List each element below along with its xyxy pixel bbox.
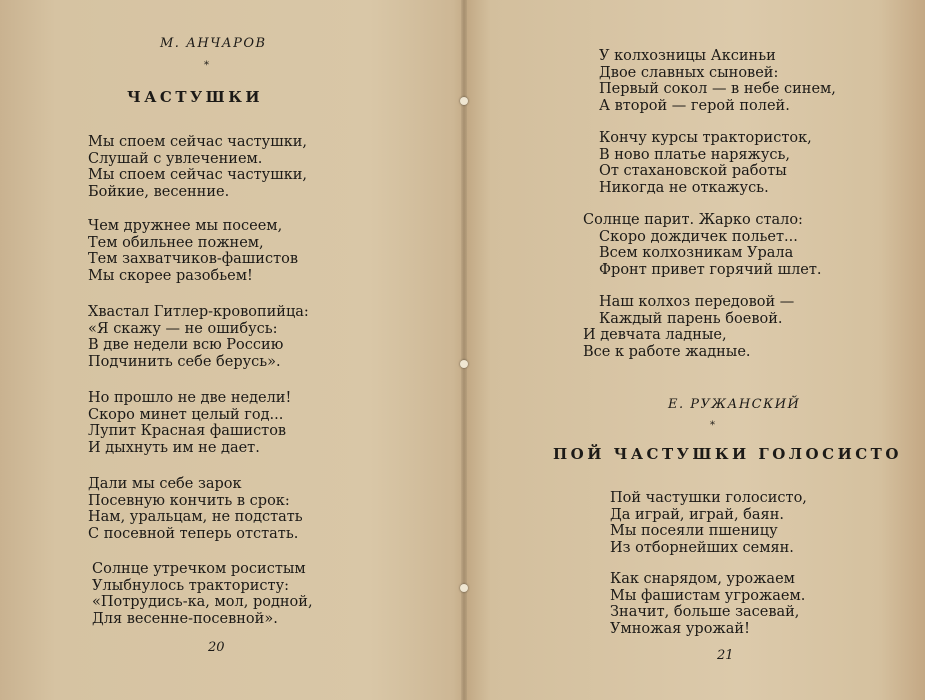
star-ornament: * xyxy=(204,60,209,71)
stanza xyxy=(92,561,313,627)
verse-line: Как снарядом, урожаем xyxy=(610,571,795,587)
stanza xyxy=(88,134,307,200)
verse-line: Фронт привет горячий шлет. xyxy=(599,261,822,278)
verse-line: С посевной теперь отстать. xyxy=(88,525,299,542)
verse-line: Солнце парит. Жарко стало: xyxy=(583,212,803,228)
page-number: 21 xyxy=(717,648,734,663)
stanza xyxy=(610,571,805,637)
stanza xyxy=(599,130,812,196)
stanza xyxy=(88,476,303,542)
verse-line: Слушай с увлечением. xyxy=(88,150,263,167)
verse-line: Наш колхоз передовой — xyxy=(599,294,795,310)
poem-title: ПОЙ ЧАСТУШКИ ГОЛОСИСТО xyxy=(553,445,902,463)
verse-line: Всем колхозникам Урала xyxy=(599,245,794,262)
verse-line: А второй — герой полей. xyxy=(599,97,790,114)
verse-line: Солнце утречком росистым xyxy=(92,561,306,577)
verse-line: «Потрудись-ка, мол, родной, xyxy=(92,594,313,611)
verse-line: Мы споем сейчас частушки, xyxy=(88,167,308,184)
stanza xyxy=(88,390,291,456)
verse-line: Пой частушки голосисто, xyxy=(610,490,807,506)
verse-line: Нам, уральцам, не подстать xyxy=(88,509,303,526)
verse-line: Из отборнейших семян. xyxy=(610,539,794,556)
verse-line: Да играй, играй, баян. xyxy=(610,506,784,523)
verse-line: Мы фашистам угрожаем. xyxy=(610,587,806,604)
verse-line: Скоро минет целый год... xyxy=(88,406,284,423)
verse-line: «Я скажу — не ошибусь: xyxy=(88,320,278,337)
verse-line: У колхозницы Аксиньи xyxy=(599,48,776,64)
verse-line: От стахановской работы xyxy=(599,163,787,180)
verse-line: И девчата ладные, xyxy=(583,327,727,344)
verse-line: Тем захватчиков-фашистов xyxy=(88,251,298,268)
stanza xyxy=(88,304,309,370)
verse-line: Умножая урожай! xyxy=(610,620,750,637)
stanza xyxy=(583,294,794,360)
verse-line: Мы споем сейчас частушки, xyxy=(88,134,308,150)
verse-line: Кончу курсы трактористок, xyxy=(599,130,812,146)
verse-line: Скоро дождичек польет... xyxy=(599,228,798,245)
verse-line: Хвастал Гитлер-кровопийца: xyxy=(88,304,309,320)
verse-line: Улыбнулось трактористу: xyxy=(92,577,289,594)
verse-line: Дали мы себе зарок xyxy=(88,476,242,492)
verse-line: Никогда не откажусь. xyxy=(599,179,769,196)
verse-line: Мы скорее разобьем! xyxy=(88,267,253,284)
poem-author: М. АНЧАРОВ xyxy=(160,36,267,51)
verse-line: Первый сокол — в небе синем, xyxy=(599,81,836,98)
stanza xyxy=(599,48,836,114)
verse-line: В ново платье наряжусь, xyxy=(599,146,791,163)
verse-line: Бойкие, весенние. xyxy=(88,183,230,200)
verse-line: Двое славных сыновей: xyxy=(599,64,779,81)
poem-title: ЧАСТУШКИ xyxy=(127,88,264,106)
stanza xyxy=(88,218,298,284)
verse-line: Тем обильнее пожнем, xyxy=(88,234,264,251)
page-number: 20 xyxy=(208,640,225,655)
right-page xyxy=(465,0,925,700)
verse-line: Мы посеяли пшеницу xyxy=(610,523,778,540)
verse-line: В две недели всю Россию xyxy=(88,337,284,354)
verse-line: Лупит Красная фашистов xyxy=(88,423,287,440)
verse-line: Чем дружнее мы посеем, xyxy=(88,218,283,234)
verse-line: Все к работе жадные. xyxy=(583,343,751,360)
poem-author: Е. РУЖАНСКИЙ xyxy=(668,397,801,412)
verse-line: Подчинить себе берусь». xyxy=(88,353,281,370)
verse-line: И дыхнуть им не дает. xyxy=(88,439,260,456)
verse-line: Для весенне-посевной». xyxy=(92,610,278,627)
verse-line: Значит, больше засевай, xyxy=(610,604,800,621)
verse-line: Каждый парень боевой. xyxy=(599,310,783,327)
verse-line: Но прошло не две недели! xyxy=(88,390,292,406)
star-ornament: * xyxy=(710,420,715,431)
verse-line: Посевную кончить в срок: xyxy=(88,492,290,509)
stanza xyxy=(583,212,822,278)
stanza xyxy=(610,490,807,556)
